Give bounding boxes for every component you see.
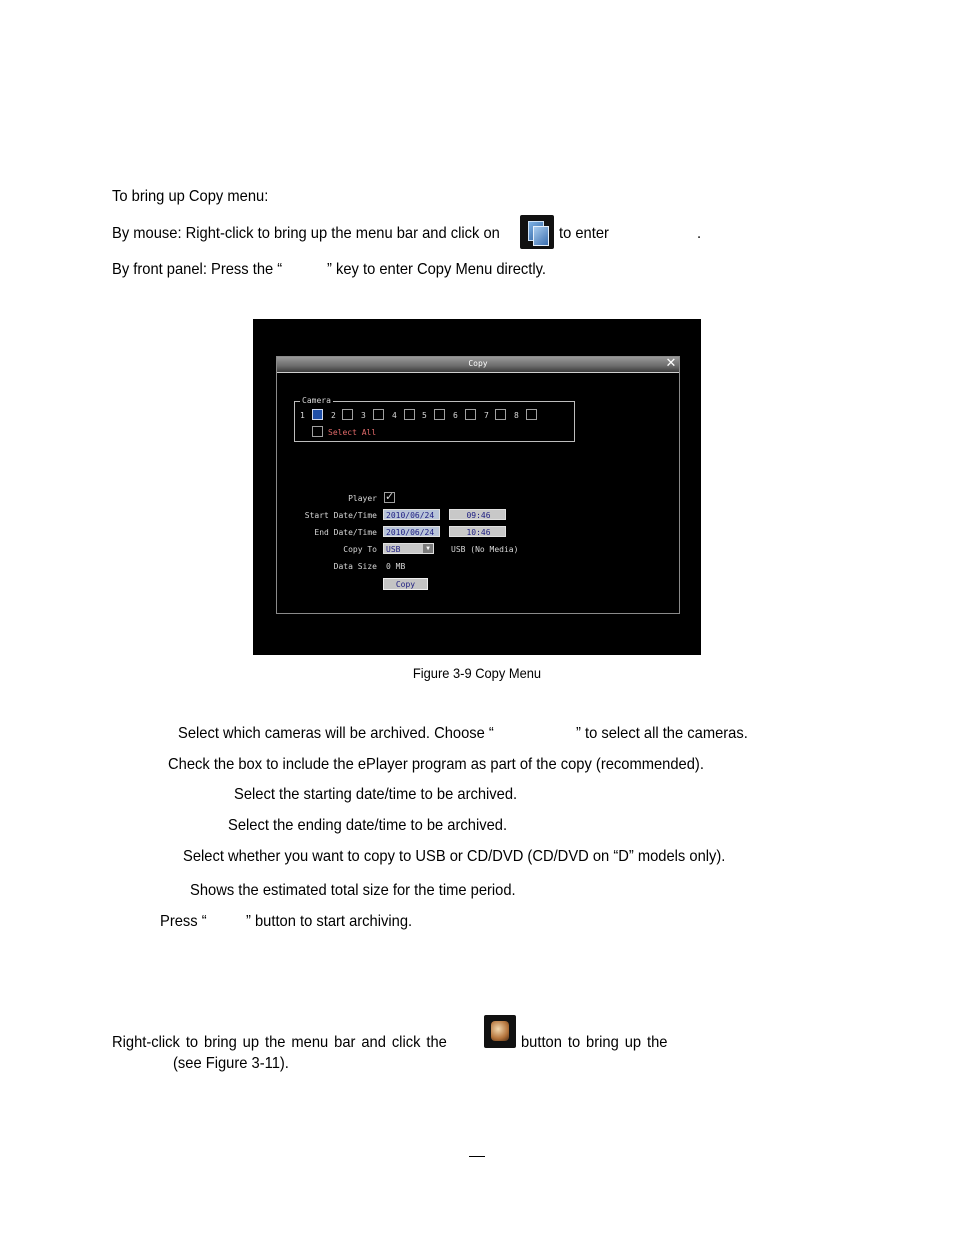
chevron-down-icon: ▼ xyxy=(423,544,433,553)
mouse-instruction-period: . xyxy=(697,225,702,242)
camera-2-checkbox[interactable] xyxy=(342,409,353,420)
select-all-checkbox[interactable] xyxy=(312,426,323,437)
camera-5-checkbox[interactable] xyxy=(434,409,445,420)
camera-3-label: 3 xyxy=(361,411,366,420)
camera-6-label: 6 xyxy=(453,411,458,420)
end-description: Select the ending date/time to be archived. xyxy=(228,817,508,834)
start-time-field[interactable]: 09:46 xyxy=(449,509,506,520)
copy-to-select[interactable] xyxy=(383,543,434,554)
data-size-label: Data Size xyxy=(333,562,377,571)
intro-text: To bring up Copy menu: xyxy=(112,188,269,205)
camera-7-checkbox[interactable] xyxy=(495,409,506,420)
dialog-titlebar xyxy=(277,357,679,373)
camera-1-label: 1 xyxy=(300,411,305,420)
copy-icon xyxy=(520,215,554,249)
copy-to-value: USB xyxy=(386,545,401,554)
start-datetime-label: Start Date/Time xyxy=(304,511,377,520)
camera-4-label: 4 xyxy=(392,411,397,420)
camera-5-label: 5 xyxy=(422,411,427,420)
player-checkbox[interactable] xyxy=(384,492,395,503)
camera-description-end: ” to select all the cameras. xyxy=(576,725,748,742)
copy-to-description: Select whether you want to copy to USB or CD/DVD (CD/DVD on “D” models only). xyxy=(183,848,726,865)
camera-8-label: 8 xyxy=(514,411,519,420)
panel-instruction: By front panel: Press the “ xyxy=(112,261,283,278)
panel-instruction-end: ” key to enter Copy Menu directly. xyxy=(327,261,546,278)
start-date-field[interactable]: 2010/06/24 xyxy=(383,509,440,520)
camera-description: Select which cameras will be archived. Choose “ xyxy=(178,725,494,742)
camera-8-checkbox[interactable] xyxy=(526,409,537,420)
camera-4-checkbox[interactable] xyxy=(404,409,415,420)
camera-2-label: 2 xyxy=(331,411,336,420)
player-description: Check the box to include the ePlayer program as part of the copy (recommended). xyxy=(168,756,704,773)
copy-menu-screenshot xyxy=(253,319,701,655)
end-date-field[interactable]: 2010/06/24 xyxy=(383,526,440,537)
copy-to-status: USB (No Media) xyxy=(451,545,519,554)
start-description: Select the starting date/time to be archived. xyxy=(234,786,518,803)
figure-caption: Figure 3-9 Copy Menu xyxy=(412,665,542,681)
camera-1-checkbox[interactable] xyxy=(312,409,323,420)
search-icon xyxy=(484,1015,516,1048)
copy-dialog xyxy=(276,356,680,614)
search-instruction: Right-click to bring up the menu bar and click the xyxy=(112,1034,447,1051)
dialog-title: Copy xyxy=(468,359,488,368)
select-all-label: Select All xyxy=(328,428,377,437)
player-label: Player xyxy=(348,494,377,503)
search-instruction-end: button to bring up the xyxy=(521,1034,668,1051)
camera-6-checkbox[interactable] xyxy=(465,409,476,420)
copy-button-description: Press “ xyxy=(160,913,207,930)
end-datetime-label: End Date/Time xyxy=(314,528,377,537)
close-icon[interactable]: ✕ xyxy=(665,356,677,371)
camera-group-label: Camera xyxy=(302,396,331,405)
copy-to-label: Copy To xyxy=(343,545,377,554)
copy-button[interactable]: Copy xyxy=(383,578,428,590)
data-size-value: 0 MB xyxy=(386,562,406,571)
camera-7-label: 7 xyxy=(484,411,489,420)
page-number-underline xyxy=(469,1156,485,1157)
camera-3-checkbox[interactable] xyxy=(373,409,384,420)
end-time-field[interactable]: 10:46 xyxy=(449,526,506,537)
search-instruction-line2: (see Figure 3-11). xyxy=(173,1055,289,1072)
size-description: Shows the estimated total size for the time period. xyxy=(190,882,516,899)
copy-button-description-end: ” button to start archiving. xyxy=(246,913,413,930)
mouse-instruction-end: to enter xyxy=(559,225,609,242)
mouse-instruction: By mouse: Right-click to bring up the menu bar and click on xyxy=(112,225,500,242)
